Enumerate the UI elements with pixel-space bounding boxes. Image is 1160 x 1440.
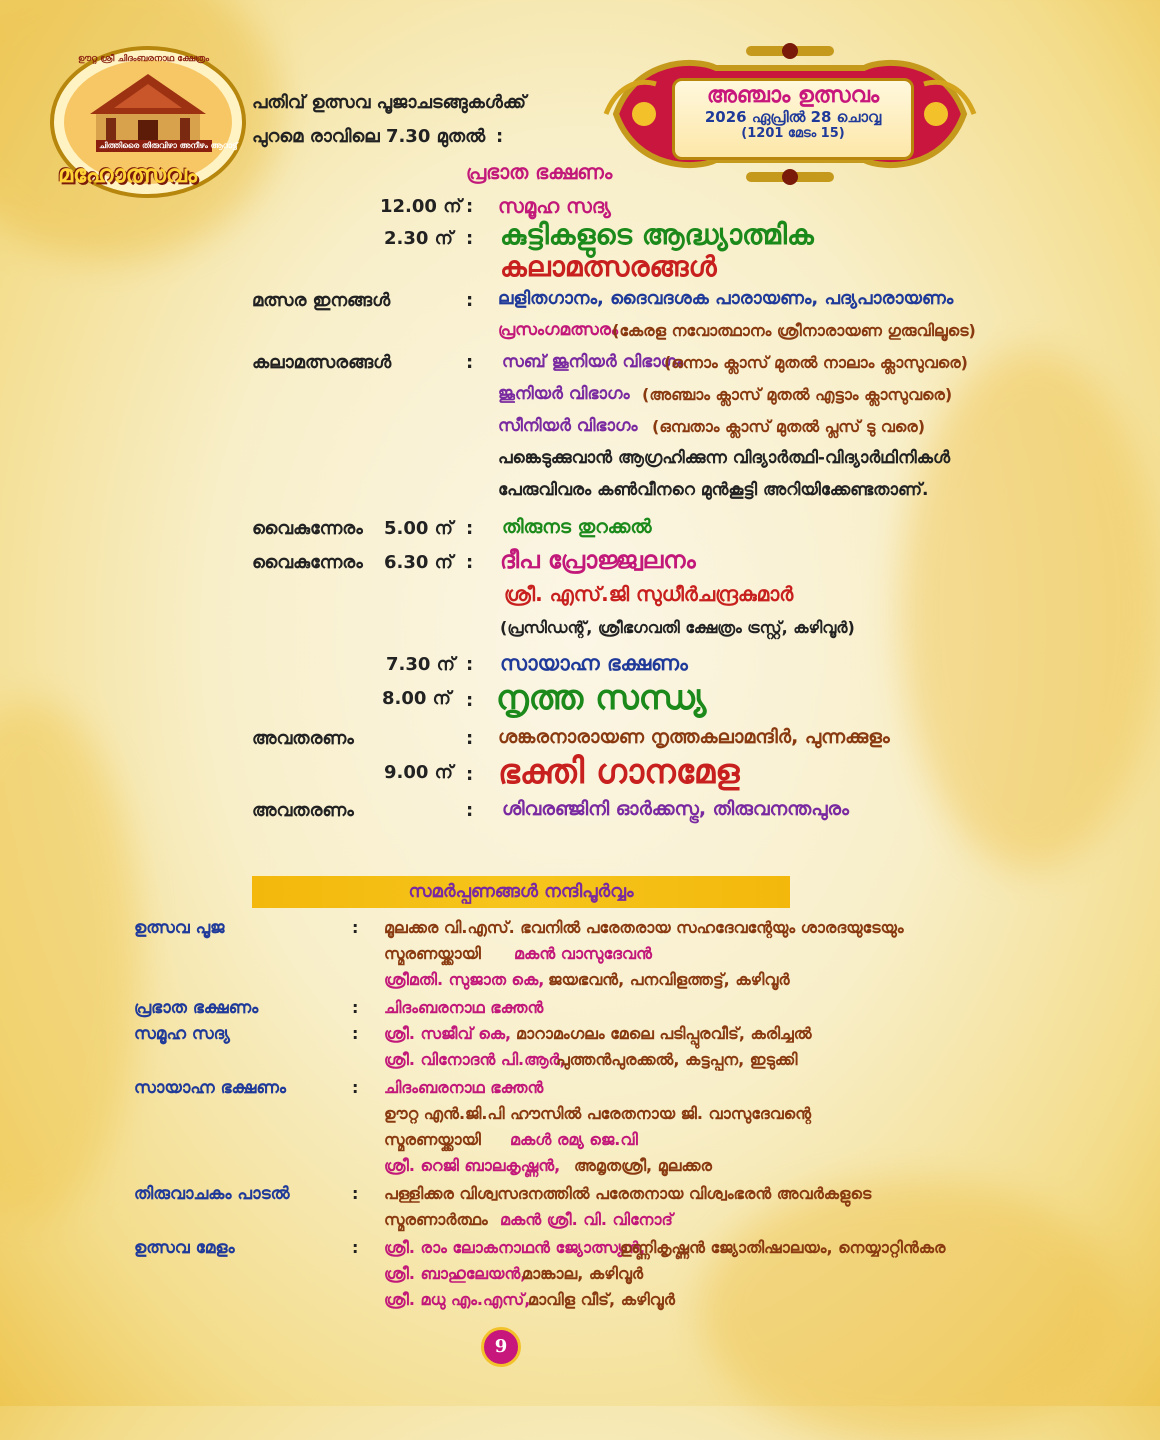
time-12-00: 12.00 ന് — [380, 196, 462, 217]
banner-panel — [672, 78, 914, 160]
colon: : — [466, 690, 474, 711]
category-senior: സീനിയർ വിഭാഗം — [498, 416, 638, 436]
dedication-text: ശ്രീ. മധു എം.എസ്, — [384, 1290, 531, 1309]
logo-subtext: ചിത്തിരൈ തിരുവിഴാ അനീഴം ആറാട്ട് — [96, 140, 212, 152]
banner-malayalam-date: (1201 മേടം 15) — [741, 126, 845, 141]
category-senior-detail: (ഒമ്പതാം ക്ലാസ് മുതൽ പ്ലസ് ടു വരെ) — [652, 417, 926, 436]
dedication-text: മകൻ വാസുദേവൻ — [514, 944, 652, 963]
dedication-text: ശ്രീ. ബാഹുലേയൻ, — [384, 1264, 527, 1283]
colon: : — [466, 800, 474, 821]
colon: : — [352, 1078, 359, 1097]
festival-day-banner — [596, 38, 984, 190]
colon: : — [466, 228, 474, 249]
dedications-heading: സമർപ്പണങ്ങൾ നന്ദിപൂർവ്വം — [408, 881, 634, 902]
dedication-text: മാവിള വീട്, കഴിവൂർ — [528, 1290, 675, 1309]
intro-line-1: പതിവ് ഉത്സവ പൂജാചടങ്ങുകൾക്ക് — [252, 92, 526, 113]
event-nritha-sandhya: നൃത്ത സന്ധ്യ — [496, 678, 707, 718]
event-deepa-prajwalanam: ദീപ പ്രോജ്ജ്വലനം — [500, 546, 696, 574]
event-bhakthi-ganamela: ഭക്തി ഗാനമേള — [498, 752, 740, 792]
intro-line-2: പുറമെ രാവിലെ 7.30 മുതൽ — [252, 126, 486, 147]
competition-items-label: മത്സര ഇനങ്ങൾ — [252, 290, 391, 311]
colon: : — [352, 1184, 359, 1203]
event-nada-thurakkal: തിരുനട തുറക്കൽ — [502, 516, 652, 538]
background-texture — [0, 700, 140, 1220]
speech-competition-topic: (കേരള നവോത്ഥാനം ശ്രീനാരായണ ഗുരുവിലൂടെ) — [612, 321, 976, 340]
dedication-text: ചിദംബരനാഥ ഭക്തൻ — [384, 998, 544, 1017]
dance-presenter: ശങ്കരനാരായണ നൃത്തകലാമന്ദിർ, പുന്നക്കുളം — [498, 726, 890, 748]
background-texture — [900, 350, 1160, 870]
event-evening-meal: സായാഹ്ന ഭക്ഷണം — [500, 651, 688, 675]
colon: : — [466, 290, 474, 311]
dedications-heading-strip — [252, 876, 790, 908]
dedication-label-sadya: സമൂഹ സദ്യ — [134, 1024, 230, 1044]
dedication-text: പുത്തൻപുരക്കൽ, കട്ടപ്പന, ഇടുക്കി — [556, 1050, 798, 1069]
speech-competition-title: പ്രസംഗമത്സരം — [498, 320, 619, 340]
banner-date: 2026 ഏപ്രിൽ 28 ചൊവ്വ — [704, 108, 882, 126]
event-kids-competition-line-1: കുട്ടികളുടെ ആദ്ധ്യാത്മിക — [500, 218, 814, 251]
colon: : — [496, 126, 504, 147]
dedication-text: സ്മരണയ്ക്കായി — [384, 944, 481, 963]
music-presenter: ശിവരഞ്ജിനി ഓർക്കസ്ട്ര, തിരുവനന്തപുരം — [502, 798, 850, 820]
presentation-label: അവതരണം — [252, 800, 354, 821]
dedication-text: സ്മരണാർത്ഥം — [384, 1210, 488, 1229]
background-texture — [700, 1180, 1120, 1440]
time-7-30: 7.30 ന് — [386, 654, 456, 675]
colon: : — [466, 196, 474, 217]
dedication-text: ശ്രീ. വിനോദൻ പി.ആർ, — [384, 1050, 566, 1069]
colon: : — [466, 352, 474, 373]
dedication-text: ശ്രീ. റെജി ബാലകൃഷ്ണൻ, — [384, 1156, 561, 1175]
dedication-text: മാങ്കാല, കഴിവൂർ — [522, 1264, 644, 1283]
time-8-00: 8.00 ന് — [382, 688, 452, 709]
dedication-text: മാറാമംഗലം മേലെ പടിപ്പുരവീട്, കരിച്ചൽ — [516, 1024, 812, 1043]
category-junior: ജൂനിയർ വിഭാഗം — [498, 384, 630, 404]
category-sub-junior: സബ് ജൂനിയർ വിഭാഗം — [502, 352, 684, 372]
dedication-text: മൂലക്കര വി.എസ്. ഭവനിൽ പരേതരായ സഹദേവന്റേയും ശാരദയുടേയും — [384, 918, 904, 937]
dedication-text: ഉണ്ണികൃഷ്ണൻ ജ്യോതിഷാലയം, നെയ്യാറ്റിൻകര — [620, 1238, 946, 1257]
time-6-30: 6.30 ന് — [384, 552, 454, 573]
categories-label: കലാമത്സരങ്ങൾ — [252, 352, 392, 373]
page-number: 9 — [481, 1327, 521, 1367]
temple-logo — [48, 44, 248, 204]
colon: : — [352, 918, 359, 937]
evening-label: വൈകുന്നേരം — [252, 552, 363, 573]
participation-note-line-2: പേരുവിവരം കൺവീനറെ മുൻകൂട്ടി അറിയിക്കേണ്ടതാണ്. — [498, 480, 929, 500]
logo-title: മഹോത്സവം — [58, 160, 197, 188]
guest-role: (പ്രസിഡന്റ്, ശ്രീഭഗവതി ക്ഷേത്രം ട്രസ്റ്റ്, കഴിവൂർ) — [500, 618, 855, 637]
participation-note-line-1: പങ്കെടുക്കുവാൻ ആഗ്രഹിക്കുന്ന വിദ്യാർത്ഥി-വിദ്യാർഥിനികൾ — [498, 448, 951, 468]
time-5-00: 5.00 ന് — [384, 518, 454, 539]
time-2-30: 2.30 ന് — [384, 228, 454, 249]
dedication-text: മകൻ ശ്രീ. വി. വിനോദ് — [500, 1210, 673, 1229]
dedication-text: ശ്രീ. സജീവ് കെ, — [384, 1024, 512, 1043]
breakfast-label: പ്രഭാത ഭക്ഷണം — [466, 160, 613, 184]
dedication-text: അമൃതശ്രീ, മൂലക്കര — [574, 1156, 712, 1175]
colon: : — [352, 1024, 359, 1043]
time-9-00: 9.00 ന് — [384, 762, 454, 783]
logo-arc-text: ഊറ്റ ശ്രീ ചിദംബരനാഥ ക്ഷേത്രം — [78, 54, 210, 64]
guest-name: ശ്രീ. എസ്.ജി സുധീർചന്ദ്രകുമാർ — [504, 582, 794, 606]
dedication-label-evening-meal: സായാഹ്ന ഭക്ഷണം — [134, 1078, 287, 1098]
colon: : — [466, 764, 474, 785]
banner-title: അഞ്ചാം ഉത്സവം — [706, 83, 880, 108]
colon: : — [466, 728, 474, 749]
colon: : — [352, 1238, 359, 1257]
dedication-text: ശ്രീമതി. സുജാത കെ, — [384, 970, 545, 989]
colon: : — [466, 552, 474, 573]
dedication-text: ശ്രീ. രാം ലോകനാഥൻ ജ്യോത്സ്യൻ, — [384, 1238, 646, 1257]
dedication-text: സ്മരണയ്ക്കായി — [384, 1130, 481, 1149]
dedication-text: പള്ളിക്കര വിശ്വസദനത്തിൽ പരേതനായ വിശ്വംഭരൻ അവർകളുടെ — [384, 1184, 872, 1203]
dedication-text: മകൾ രമ്യ ജെ.വി — [510, 1130, 638, 1149]
presentation-label: അവതരണം — [252, 728, 354, 749]
event-kids-competition-line-2: കലാമത്സരങ്ങൾ — [500, 250, 717, 283]
dedication-text: ചിദംബരനാഥ ഭക്തൻ — [384, 1078, 544, 1097]
category-sub-junior-detail: (ഒന്നാം ക്ലാസ് മുതൽ നാലാം ക്ലാസുവരെ) — [664, 353, 968, 372]
dedication-label-ulsava-pooja: ഉത്സവ പൂജ — [134, 918, 225, 938]
dedication-text: ജയഭവൻ, പനവിളത്തട്ട്, കഴിവൂർ — [548, 970, 790, 989]
colon: : — [352, 998, 359, 1017]
dedication-label-ulsava-melam: ഉത്സവ മേളം — [134, 1238, 235, 1258]
colon: : — [466, 518, 474, 539]
evening-label: വൈകുന്നേരം — [252, 518, 363, 539]
event-samooha-sadya: സമൂഹ സദ്യ — [498, 194, 611, 218]
dedication-label-thiruvachakam: തിരുവാചകം പാടൽ — [134, 1184, 290, 1204]
competition-items: ലളിതഗാനം, ദൈവദശക പാരായണം, പദ്യപാരായണം — [498, 288, 954, 309]
colon: : — [466, 654, 474, 675]
dedication-text: ഊറ്റ എൻ.ജി.പി ഹൗസിൽ പരേതനായ ജി. വാസുദേവന്റെ — [384, 1104, 812, 1123]
dedication-label-breakfast: പ്രഭാത ഭക്ഷണം — [134, 998, 259, 1018]
category-junior-detail: (അഞ്ചാം ക്ലാസ് മുതൽ എട്ടാം ക്ലാസുവരെ) — [642, 385, 953, 404]
